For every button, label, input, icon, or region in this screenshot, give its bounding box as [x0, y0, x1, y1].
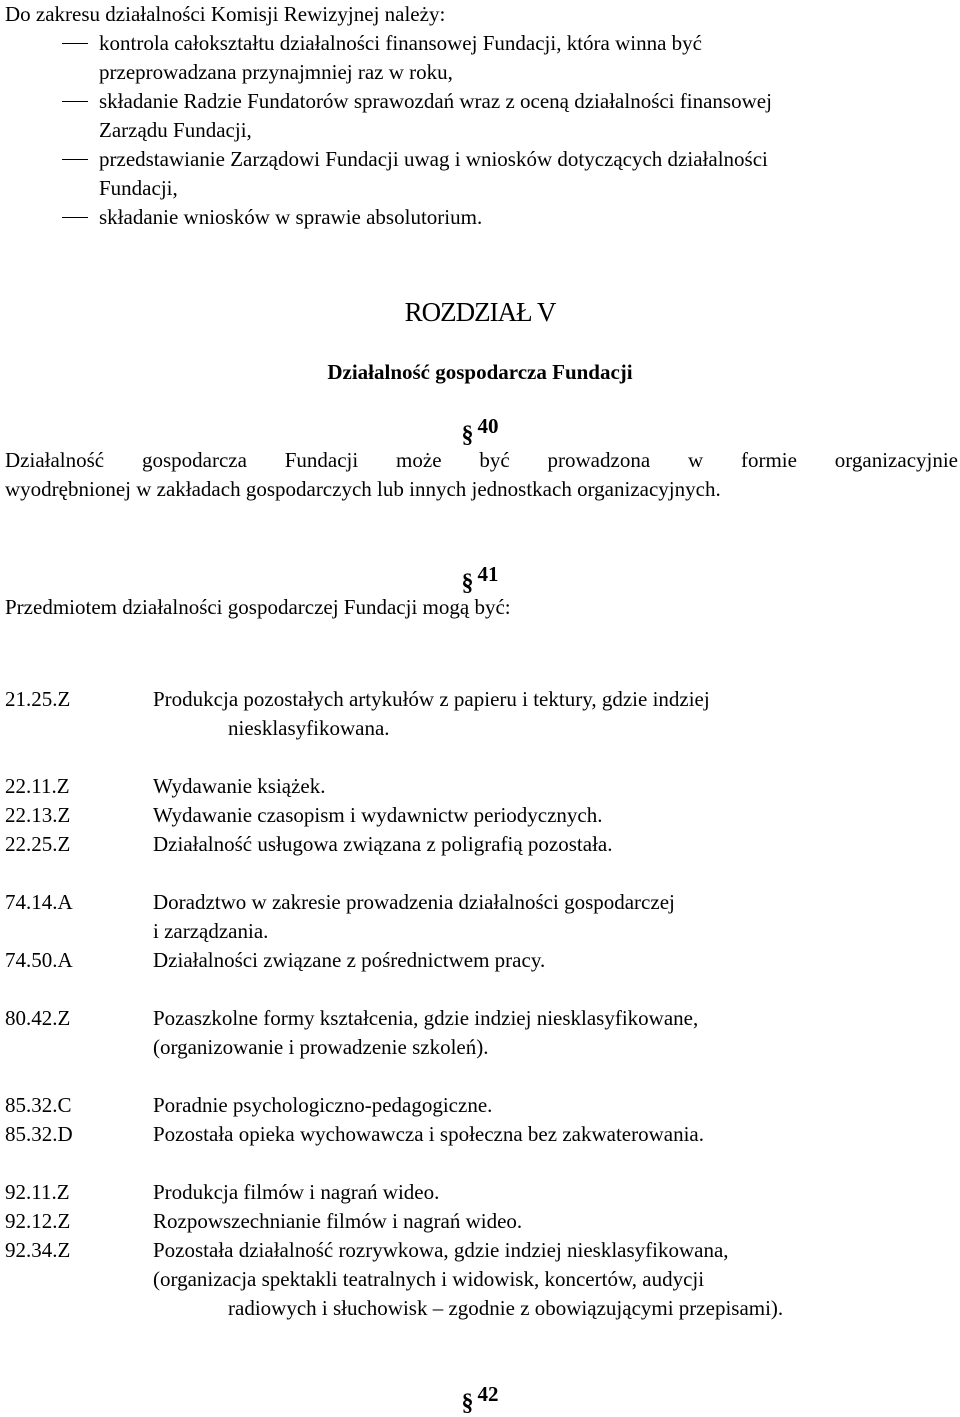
activity-description: Działalności związane z pośrednictwem pracy. — [153, 948, 546, 972]
activity-code: 92.34.Z — [5, 1238, 71, 1262]
activity-description: Pozostała opieka wychowawcza i społeczna bez zakwaterowania. — [153, 1122, 704, 1146]
section-heading-42 — [0, 1380, 960, 1416]
list-item-line: przedstawianie Zarządowi Fundacji uwag i wniosków dotyczących działalności — [99, 147, 768, 171]
section-heading-40 — [0, 412, 960, 448]
intro-text: Do zakresu działalności Komisji Rewizyjnej należy: — [5, 2, 446, 26]
section-sign-icon: § — [461, 422, 474, 448]
section-40-text-line: Działalność gospodarcza Fundacji może być prowadzona w formie organizacyjnie — [5, 448, 958, 472]
activity-code: 92.11.Z — [5, 1180, 70, 1204]
activity-description: Poradnie psychologiczno-pedagogiczne. — [153, 1093, 493, 1117]
activity-code: 22.13.Z — [5, 803, 71, 827]
activity-description: Pozaszkolne formy kształcenia, gdzie indziej niesklasyfikowane, — [153, 1006, 699, 1030]
activity-description: Produkcja filmów i nagrań wideo. — [153, 1180, 440, 1204]
section-sign-icon: § — [461, 1390, 474, 1416]
dash-bullet-icon — [62, 101, 88, 102]
section-41-text-line: Przedmiotem działalności gospodarczej Fundacji mogą być: — [5, 595, 511, 619]
list-item-line: składanie Radzie Fundatorów sprawozdań wraz z oceną działalności finansowej — [99, 89, 772, 113]
activity-code: 85.32.C — [5, 1093, 72, 1117]
dash-bullet-icon — [62, 159, 88, 160]
activity-description: Produkcja pozostałych artykułów z papieru i tektury, gdzie indziej — [153, 687, 710, 711]
activity-description: Pozostała działalność rozrywkowa, gdzie indziej niesklasyfikowana, — [153, 1238, 729, 1262]
activity-description: Doradztwo w zakresie prowadzenia działalności gospodarczej — [153, 890, 675, 914]
activity-description-continued: (organizacja spektakli teatralnych i widowisk, koncertów, audycji — [153, 1267, 705, 1291]
section-40-text-line: wyodrębnionej w zakładach gospodarczych lub innych jednostkach organizacyjnych. — [5, 477, 721, 501]
section-sign-icon: § — [461, 570, 474, 596]
list-item-line: składanie wniosków w sprawie absolutorium. — [99, 205, 483, 229]
activity-description: Wydawanie czasopism i wydawnictw periodycznych. — [153, 803, 603, 827]
section-number: 42 — [477, 1382, 499, 1406]
dash-bullet-icon — [62, 217, 88, 218]
section-number: 41 — [477, 562, 499, 586]
activity-description-continued: radiowych i słuchowisk – zgodnie z obowiązującymi przepisami). — [228, 1296, 784, 1320]
activity-description: Wydawanie książek. — [153, 774, 326, 798]
activity-code: 80.42.Z — [5, 1006, 71, 1030]
section-number: 40 — [477, 414, 499, 438]
activity-description-continued: niesklasyfikowana. — [228, 716, 390, 740]
activity-code: 85.32.D — [5, 1122, 73, 1146]
activity-code: 22.25.Z — [5, 832, 71, 856]
activity-code: 74.50.A — [5, 948, 73, 972]
activity-description-continued: (organizowanie i prowadzenie szkoleń). — [153, 1035, 489, 1059]
list-item-line: kontrola całokształtu działalności finansowej Fundacji, która winna być — [99, 31, 702, 55]
activity-code: 74.14.A — [5, 890, 73, 914]
activity-description-continued: i zarządzania. — [153, 919, 269, 943]
activity-description: Rozpowszechnianie filmów i nagrań wideo. — [153, 1209, 523, 1233]
dash-bullet-icon — [62, 43, 88, 44]
chapter-subtitle: Działalność gospodarcza Fundacji — [327, 360, 633, 384]
activity-code: 92.12.Z — [5, 1209, 71, 1233]
activity-code: 22.11.Z — [5, 774, 70, 798]
activity-code: 21.25.Z — [5, 687, 71, 711]
list-item-line: przeprowadzana przynajmniej raz w roku, — [99, 60, 453, 84]
list-item-line: Zarządu Fundacji, — [99, 118, 252, 142]
section-heading-41 — [0, 560, 960, 596]
activity-description: Działalność usługowa związana z poligrafią pozostała. — [153, 832, 613, 856]
chapter-heading: ROZDZIAŁ V — [404, 297, 556, 327]
list-item-line: Fundacji, — [99, 176, 178, 200]
